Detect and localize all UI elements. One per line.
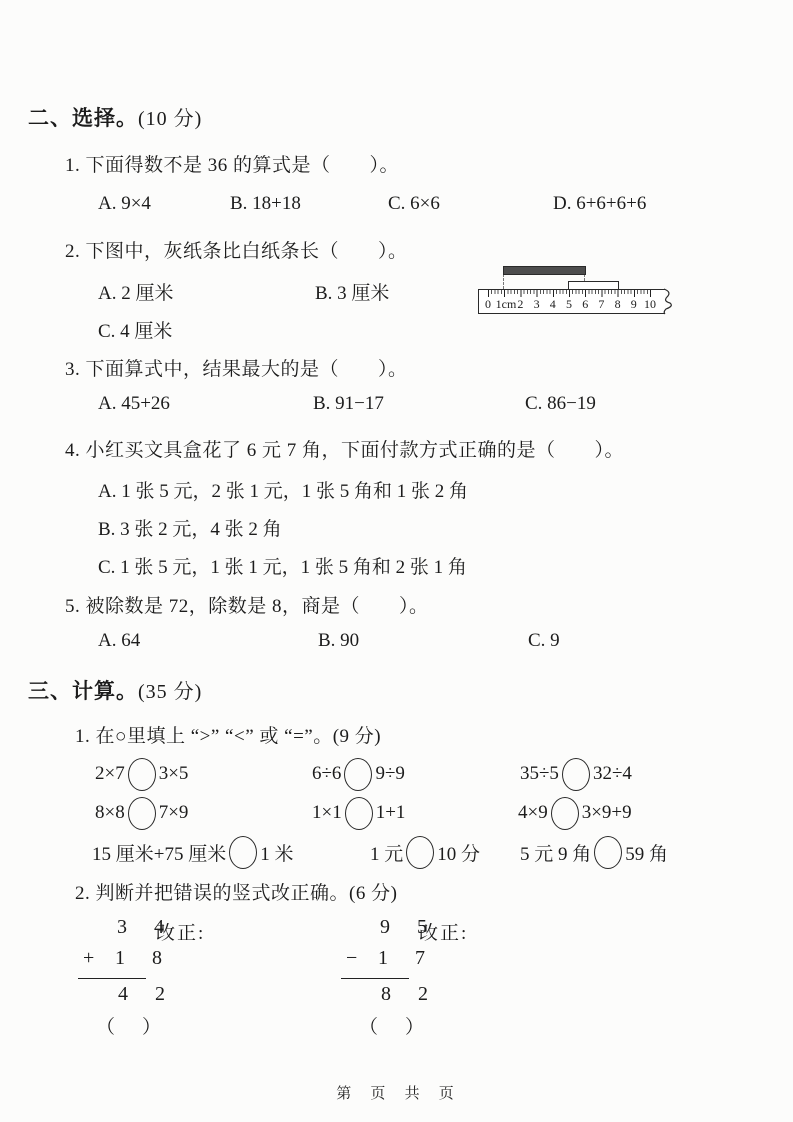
- compare-item-2-2: [312, 794, 405, 832]
- vertical-top-number: 3 4: [117, 916, 175, 938]
- compare-right: 7×9: [158, 802, 189, 823]
- section-calc-points: (35 分): [138, 681, 203, 703]
- vertical-result: 8 2: [381, 983, 439, 1005]
- ruler-label-4: 4: [549, 297, 556, 311]
- compare-item-3-3: [520, 833, 668, 871]
- ruler-label-0: 0: [485, 297, 491, 311]
- choice-q3-option-b: B. 91−17: [313, 393, 384, 414]
- compare-right: 1+1: [375, 802, 406, 823]
- vertical-second-number: 1 8: [115, 947, 173, 969]
- answer-circle: [594, 836, 622, 869]
- choice-q4-option-a: A. 1 张 5 元，2 张 1 元，1 张 5 角和 1 张 2 角: [98, 481, 468, 502]
- answer-circle: [551, 797, 579, 830]
- compare-left: 1 元: [370, 843, 404, 865]
- choice-q1-option-a: A. 9×4: [98, 193, 151, 214]
- section-choice-title: [28, 102, 202, 132]
- ruler-label-3: 3: [533, 297, 540, 311]
- vertical-rule: [341, 978, 409, 979]
- section-calc-title: [28, 675, 202, 705]
- calc-q1-text: 1. 在○里填上 “>” “<” 或 “=”。(9 分): [75, 726, 382, 747]
- compare-right: 9÷9: [375, 763, 405, 784]
- page-footer: 第 页 共 页: [336, 1085, 457, 1102]
- compare-item-2-1: [95, 794, 188, 832]
- compare-item-2-3: [518, 794, 632, 832]
- compare-right: 32÷4: [592, 763, 632, 784]
- compare-right: 1 米: [260, 843, 294, 865]
- correction-label: 改正:: [156, 923, 206, 944]
- section-choice-title-text: 二、选择。: [28, 106, 138, 130]
- ruler-figure: [470, 260, 675, 315]
- choice-q1-option-d: D. 6+6+6+6: [553, 193, 647, 214]
- compare-left: 35÷5: [520, 763, 559, 784]
- answer-circle: [229, 836, 257, 869]
- choice-q2-option-b: B. 3 厘米: [315, 283, 390, 304]
- choice-q2-option-a: A. 2 厘米: [98, 283, 174, 304]
- ruler-label-10: 10: [644, 297, 656, 311]
- choice-q5-text: 5. 被除数是 72，除数是 8，商是（ ）。: [65, 596, 429, 617]
- operator-sign: −: [346, 947, 358, 969]
- choice-q1-option-b: B. 18+18: [230, 193, 301, 214]
- choice-q2-option-c: C. 4 厘米: [98, 321, 173, 342]
- judge-blank: （ ）: [359, 1017, 429, 1038]
- choice-q3-text: 3. 下面算式中，结果最大的是（ ）。: [65, 359, 408, 380]
- ruler-cm-ticks: [488, 290, 652, 297]
- answer-circle: [562, 758, 590, 791]
- operator-sign: +: [83, 947, 95, 969]
- vertical-second-number: 1 7: [378, 947, 436, 969]
- ruler-label-2: 2: [517, 297, 524, 311]
- answer-circle: [345, 797, 373, 830]
- choice-q3-option-c: C. 86−19: [525, 393, 596, 414]
- choice-q1-text: 1. 下面得数不是 36 的算式是（ ）。: [65, 155, 400, 176]
- gray-paper-strip: [503, 266, 586, 275]
- ruler-torn-edge: [663, 288, 675, 315]
- ruler-label-9: 9: [630, 297, 637, 311]
- choice-q1-option-c: C. 6×6: [388, 193, 440, 214]
- correction-label: 改正:: [419, 923, 469, 944]
- compare-item-3-1: [92, 833, 293, 871]
- compare-left: 8×8: [95, 802, 125, 823]
- choice-q4-option-c: C. 1 张 5 元，1 张 1 元，1 张 5 角和 2 张 1 角: [98, 557, 467, 578]
- choice-q4-text: 4. 小红买文具盒花了 6 元 7 角，下面付款方式正确的是（ ）。: [65, 440, 625, 461]
- ruler-label-5: 5: [566, 297, 572, 311]
- compare-item-1-2: [312, 755, 405, 793]
- choice-q5-option-b: B. 90: [318, 630, 360, 651]
- compare-right: 10 分: [437, 843, 481, 865]
- section-choice-points: (10 分): [138, 108, 203, 130]
- ruler-label-6: 6: [582, 297, 589, 311]
- ruler-label-8: 8: [614, 297, 621, 311]
- compare-right: 59 角: [625, 843, 669, 865]
- answer-circle: [128, 758, 156, 791]
- compare-item-1-3: [520, 755, 632, 793]
- compare-item-3-2: [370, 833, 480, 871]
- compare-left: 1×1: [312, 802, 342, 823]
- vertical-result: 4 2: [118, 983, 176, 1005]
- compare-right: 3×9+9: [581, 802, 632, 823]
- answer-circle: [344, 758, 372, 791]
- compare-left: 4×9: [518, 802, 548, 823]
- choice-q5-option-c: C. 9: [528, 630, 560, 651]
- answer-circle: [406, 836, 434, 869]
- vertical-problem-addition: [78, 916, 238, 1036]
- choice-q4-option-b: B. 3 张 2 元，4 张 2 角: [98, 519, 282, 540]
- choice-q5-option-a: A. 64: [98, 630, 141, 651]
- compare-left: 15 厘米+75 厘米: [92, 843, 227, 865]
- ruler-label-7: 7: [598, 297, 605, 311]
- compare-left: 5 元 9 角: [520, 843, 592, 865]
- answer-circle: [128, 797, 156, 830]
- vertical-problem-subtraction: [341, 916, 501, 1036]
- compare-left: 6÷6: [312, 763, 342, 784]
- compare-right: 3×5: [158, 763, 189, 784]
- vertical-top-number: 9 5: [380, 916, 438, 938]
- vertical-rule: [78, 978, 146, 979]
- choice-q3-option-a: A. 45+26: [98, 393, 170, 414]
- choice-q2-text: 2. 下图中，灰纸条比白纸条长（ ）。: [65, 241, 408, 262]
- compare-item-1-1: [95, 755, 188, 793]
- ruler: [478, 289, 665, 314]
- ruler-label-1: 1cm: [495, 297, 517, 311]
- section-calc-title-text: 三、计算。: [28, 679, 138, 703]
- dashed-guide-left: [503, 274, 504, 289]
- judge-blank: （ ）: [96, 1017, 166, 1038]
- compare-left: 2×7: [95, 763, 125, 784]
- calc-q2-text: 2. 判断并把错误的竖式改正确。(6 分): [75, 883, 398, 904]
